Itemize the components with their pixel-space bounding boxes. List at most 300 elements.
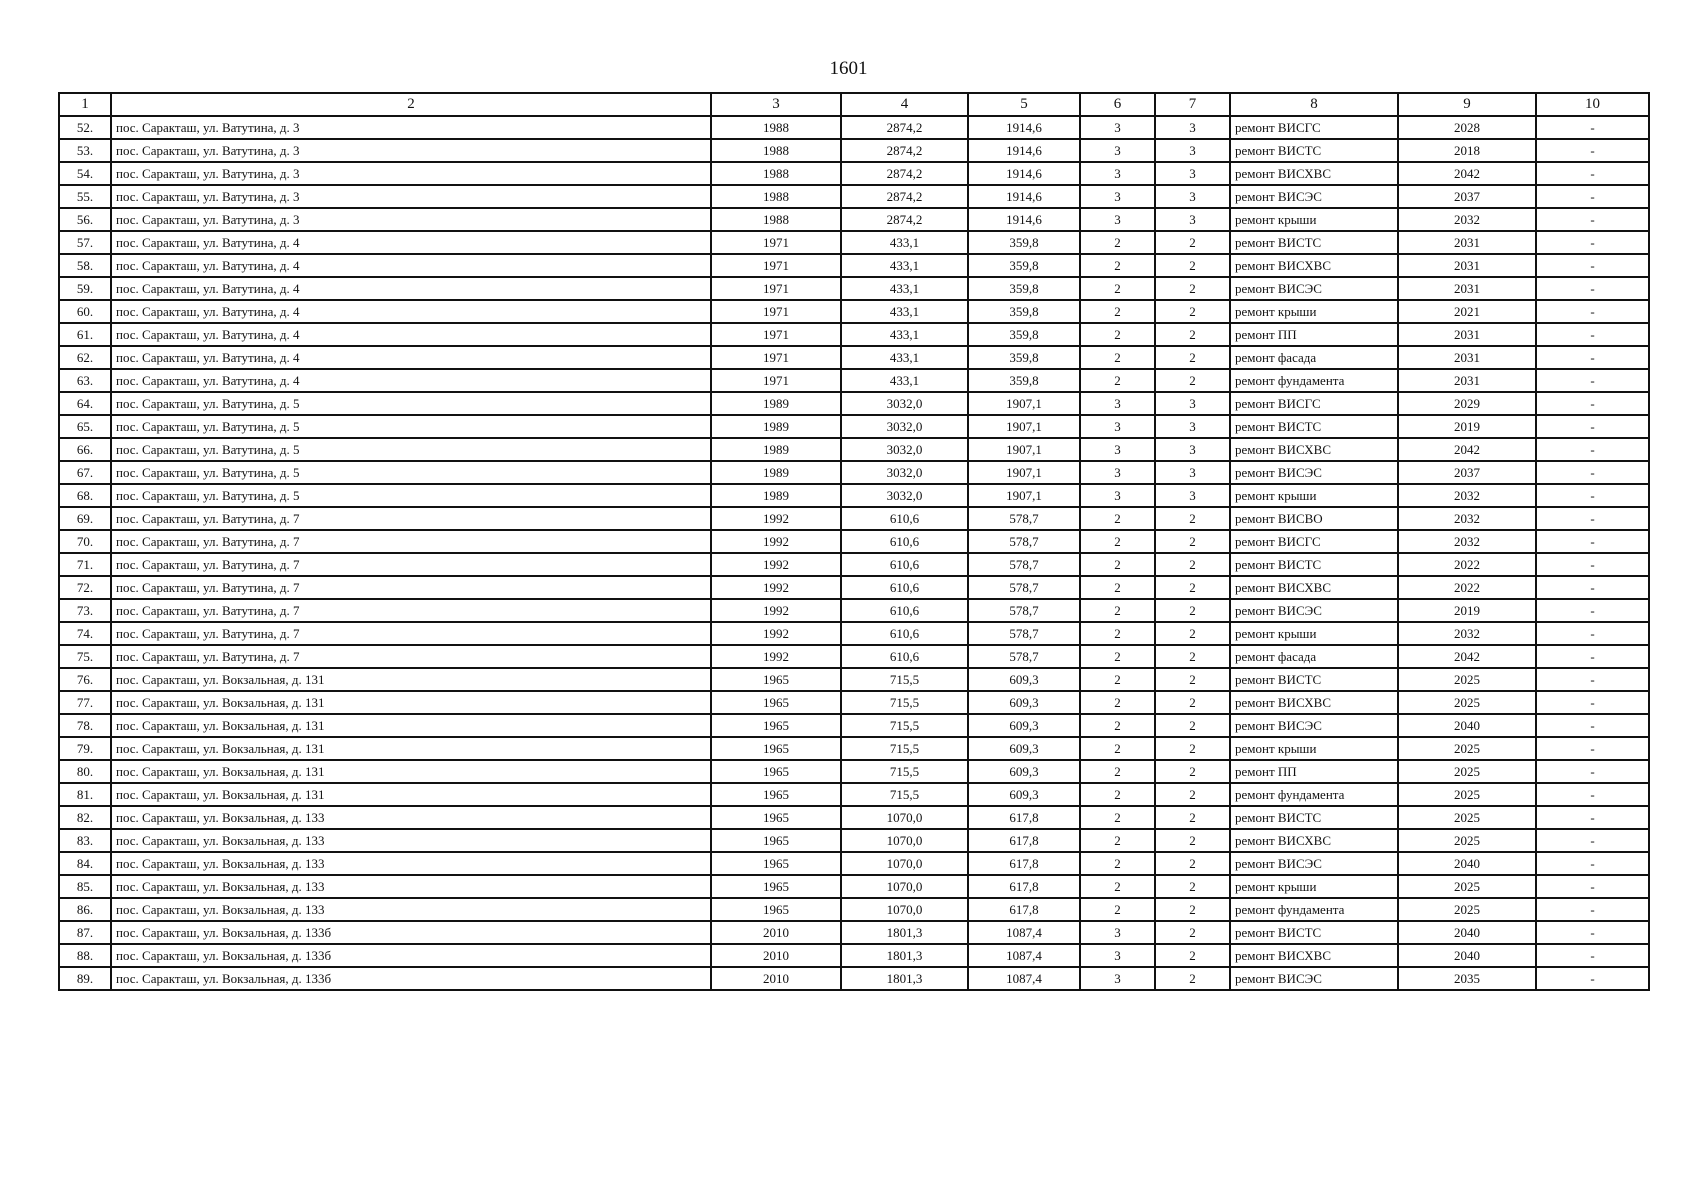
work-type-cell: ремонт ВИСХВС bbox=[1230, 576, 1398, 599]
planned-year-cell: 2031 bbox=[1398, 231, 1536, 254]
total-area-cell: 715,5 bbox=[841, 737, 968, 760]
address-cell: пос. Саракташ, ул. Вокзальная, д. 131 bbox=[111, 760, 711, 783]
entrances-cell: 2 bbox=[1155, 507, 1230, 530]
planned-year-cell: 2037 bbox=[1398, 461, 1536, 484]
work-type-cell: ремонт крыши bbox=[1230, 484, 1398, 507]
address-cell: пос. Саракташ, ул. Ватутина, д. 3 bbox=[111, 208, 711, 231]
total-area-cell: 610,6 bbox=[841, 645, 968, 668]
note-cell: - bbox=[1536, 553, 1649, 576]
living-area-cell: 1914,6 bbox=[968, 139, 1080, 162]
living-area-cell: 609,3 bbox=[968, 714, 1080, 737]
row-number-cell: 56. bbox=[59, 208, 111, 231]
floors-cell: 2 bbox=[1080, 668, 1155, 691]
note-cell: - bbox=[1536, 277, 1649, 300]
total-area-cell: 2874,2 bbox=[841, 116, 968, 139]
planned-year-cell: 2042 bbox=[1398, 162, 1536, 185]
work-type-cell: ремонт ВИСХВС bbox=[1230, 829, 1398, 852]
column-header: 4 bbox=[841, 93, 968, 116]
total-area-cell: 3032,0 bbox=[841, 461, 968, 484]
work-type-cell: ремонт фундамента bbox=[1230, 783, 1398, 806]
floors-cell: 2 bbox=[1080, 829, 1155, 852]
note-cell: - bbox=[1536, 461, 1649, 484]
table-row bbox=[59, 622, 1649, 645]
row-number-cell: 86. bbox=[59, 898, 111, 921]
total-area-cell: 433,1 bbox=[841, 254, 968, 277]
living-area-cell: 359,8 bbox=[968, 254, 1080, 277]
address-cell: пос. Саракташ, ул. Ватутина, д. 3 bbox=[111, 185, 711, 208]
planned-year-cell: 2025 bbox=[1398, 875, 1536, 898]
row-number-cell: 69. bbox=[59, 507, 111, 530]
row-number-cell: 58. bbox=[59, 254, 111, 277]
table-row bbox=[59, 553, 1649, 576]
note-cell: - bbox=[1536, 714, 1649, 737]
total-area-cell: 715,5 bbox=[841, 714, 968, 737]
living-area-cell: 609,3 bbox=[968, 668, 1080, 691]
address-cell: пос. Саракташ, ул. Ватутина, д. 5 bbox=[111, 392, 711, 415]
entrances-cell: 2 bbox=[1155, 346, 1230, 369]
work-type-cell: ремонт ВИСЭС bbox=[1230, 714, 1398, 737]
living-area-cell: 609,3 bbox=[968, 691, 1080, 714]
year-built-cell: 1965 bbox=[711, 852, 841, 875]
row-number-cell: 55. bbox=[59, 185, 111, 208]
living-area-cell: 578,7 bbox=[968, 645, 1080, 668]
total-area-cell: 433,1 bbox=[841, 277, 968, 300]
living-area-cell: 1907,1 bbox=[968, 484, 1080, 507]
table-row bbox=[59, 783, 1649, 806]
total-area-cell: 610,6 bbox=[841, 599, 968, 622]
total-area-cell: 610,6 bbox=[841, 576, 968, 599]
living-area-cell: 578,7 bbox=[968, 507, 1080, 530]
entrances-cell: 2 bbox=[1155, 852, 1230, 875]
year-built-cell: 1971 bbox=[711, 300, 841, 323]
living-area-cell: 359,8 bbox=[968, 369, 1080, 392]
row-number-cell: 62. bbox=[59, 346, 111, 369]
planned-year-cell: 2032 bbox=[1398, 208, 1536, 231]
entrances-cell: 2 bbox=[1155, 553, 1230, 576]
table-row bbox=[59, 852, 1649, 875]
row-number-cell: 67. bbox=[59, 461, 111, 484]
table-row bbox=[59, 415, 1649, 438]
planned-year-cell: 2022 bbox=[1398, 553, 1536, 576]
year-built-cell: 1989 bbox=[711, 415, 841, 438]
address-cell: пос. Саракташ, ул. Вокзальная, д. 133 bbox=[111, 829, 711, 852]
entrances-cell: 3 bbox=[1155, 185, 1230, 208]
entrances-cell: 2 bbox=[1155, 668, 1230, 691]
planned-year-cell: 2040 bbox=[1398, 921, 1536, 944]
table-row bbox=[59, 277, 1649, 300]
entrances-cell: 2 bbox=[1155, 622, 1230, 645]
address-cell: пос. Саракташ, ул. Вокзальная, д. 133б bbox=[111, 944, 711, 967]
total-area-cell: 1070,0 bbox=[841, 898, 968, 921]
row-number-cell: 71. bbox=[59, 553, 111, 576]
address-cell: пос. Саракташ, ул. Ватутина, д. 4 bbox=[111, 346, 711, 369]
living-area-cell: 578,7 bbox=[968, 576, 1080, 599]
entrances-cell: 2 bbox=[1155, 737, 1230, 760]
total-area-cell: 1801,3 bbox=[841, 944, 968, 967]
address-cell: пос. Саракташ, ул. Вокзальная, д. 133б bbox=[111, 967, 711, 990]
table-row bbox=[59, 392, 1649, 415]
table-row bbox=[59, 438, 1649, 461]
year-built-cell: 1988 bbox=[711, 208, 841, 231]
floors-cell: 2 bbox=[1080, 875, 1155, 898]
work-type-cell: ремонт ВИСГС bbox=[1230, 392, 1398, 415]
total-area-cell: 3032,0 bbox=[841, 415, 968, 438]
floors-cell: 3 bbox=[1080, 116, 1155, 139]
table-row bbox=[59, 162, 1649, 185]
floors-cell: 2 bbox=[1080, 737, 1155, 760]
floors-cell: 3 bbox=[1080, 484, 1155, 507]
entrances-cell: 2 bbox=[1155, 829, 1230, 852]
floors-cell: 3 bbox=[1080, 438, 1155, 461]
row-number-cell: 89. bbox=[59, 967, 111, 990]
table-row bbox=[59, 714, 1649, 737]
total-area-cell: 610,6 bbox=[841, 622, 968, 645]
work-type-cell: ремонт фасада bbox=[1230, 346, 1398, 369]
note-cell: - bbox=[1536, 967, 1649, 990]
planned-year-cell: 2042 bbox=[1398, 438, 1536, 461]
work-type-cell: ремонт ПП bbox=[1230, 760, 1398, 783]
living-area-cell: 609,3 bbox=[968, 760, 1080, 783]
address-cell: пос. Саракташ, ул. Вокзальная, д. 131 bbox=[111, 714, 711, 737]
column-header: 10 bbox=[1536, 93, 1649, 116]
table-row bbox=[59, 208, 1649, 231]
year-built-cell: 1971 bbox=[711, 277, 841, 300]
living-area-cell: 1087,4 bbox=[968, 921, 1080, 944]
address-cell: пос. Саракташ, ул. Ватутина, д. 7 bbox=[111, 530, 711, 553]
note-cell: - bbox=[1536, 783, 1649, 806]
entrances-cell: 2 bbox=[1155, 760, 1230, 783]
note-cell: - bbox=[1536, 346, 1649, 369]
entrances-cell: 2 bbox=[1155, 576, 1230, 599]
planned-year-cell: 2040 bbox=[1398, 714, 1536, 737]
column-header: 5 bbox=[968, 93, 1080, 116]
year-built-cell: 1971 bbox=[711, 231, 841, 254]
planned-year-cell: 2031 bbox=[1398, 323, 1536, 346]
living-area-cell: 617,8 bbox=[968, 875, 1080, 898]
note-cell: - bbox=[1536, 898, 1649, 921]
planned-year-cell: 2040 bbox=[1398, 852, 1536, 875]
table-row bbox=[59, 461, 1649, 484]
column-header: 9 bbox=[1398, 93, 1536, 116]
work-type-cell: ремонт ВИСХВС bbox=[1230, 944, 1398, 967]
living-area-cell: 578,7 bbox=[968, 599, 1080, 622]
table-row bbox=[59, 254, 1649, 277]
floors-cell: 2 bbox=[1080, 231, 1155, 254]
total-area-cell: 715,5 bbox=[841, 783, 968, 806]
page-number: 1601 bbox=[829, 58, 868, 79]
floors-cell: 2 bbox=[1080, 369, 1155, 392]
total-area-cell: 433,1 bbox=[841, 323, 968, 346]
note-cell: - bbox=[1536, 369, 1649, 392]
header-row bbox=[59, 93, 1649, 116]
year-built-cell: 1988 bbox=[711, 162, 841, 185]
entrances-cell: 3 bbox=[1155, 438, 1230, 461]
work-type-cell: ремонт крыши bbox=[1230, 300, 1398, 323]
entrances-cell: 2 bbox=[1155, 898, 1230, 921]
table-row bbox=[59, 967, 1649, 990]
table-row bbox=[59, 530, 1649, 553]
row-number-cell: 76. bbox=[59, 668, 111, 691]
work-type-cell: ремонт ВИСГС bbox=[1230, 116, 1398, 139]
table-header bbox=[59, 93, 1649, 116]
total-area-cell: 433,1 bbox=[841, 346, 968, 369]
address-cell: пос. Саракташ, ул. Вокзальная, д. 131 bbox=[111, 691, 711, 714]
floors-cell: 2 bbox=[1080, 806, 1155, 829]
entrances-cell: 2 bbox=[1155, 714, 1230, 737]
address-cell: пос. Саракташ, ул. Ватутина, д. 3 bbox=[111, 116, 711, 139]
address-cell: пос. Саракташ, ул. Ватутина, д. 5 bbox=[111, 461, 711, 484]
floors-cell: 2 bbox=[1080, 760, 1155, 783]
address-cell: пос. Саракташ, ул. Ватутина, д. 4 bbox=[111, 254, 711, 277]
address-cell: пос. Саракташ, ул. Ватутина, д. 3 bbox=[111, 162, 711, 185]
entrances-cell: 2 bbox=[1155, 921, 1230, 944]
living-area-cell: 1907,1 bbox=[968, 415, 1080, 438]
total-area-cell: 715,5 bbox=[841, 760, 968, 783]
note-cell: - bbox=[1536, 507, 1649, 530]
table-row bbox=[59, 323, 1649, 346]
year-built-cell: 1965 bbox=[711, 760, 841, 783]
floors-cell: 2 bbox=[1080, 852, 1155, 875]
address-cell: пос. Саракташ, ул. Ватутина, д. 5 bbox=[111, 438, 711, 461]
living-area-cell: 1914,6 bbox=[968, 208, 1080, 231]
planned-year-cell: 2040 bbox=[1398, 944, 1536, 967]
column-header: 2 bbox=[111, 93, 711, 116]
year-built-cell: 1988 bbox=[711, 116, 841, 139]
total-area-cell: 2874,2 bbox=[841, 208, 968, 231]
column-header: 1 bbox=[59, 93, 111, 116]
entrances-cell: 2 bbox=[1155, 691, 1230, 714]
entrances-cell: 3 bbox=[1155, 461, 1230, 484]
total-area-cell: 1070,0 bbox=[841, 852, 968, 875]
row-number-cell: 64. bbox=[59, 392, 111, 415]
total-area-cell: 1801,3 bbox=[841, 967, 968, 990]
address-cell: пос. Саракташ, ул. Ватутина, д. 3 bbox=[111, 139, 711, 162]
year-built-cell: 1965 bbox=[711, 737, 841, 760]
address-cell: пос. Саракташ, ул. Вокзальная, д. 133 bbox=[111, 806, 711, 829]
row-number-cell: 53. bbox=[59, 139, 111, 162]
row-number-cell: 73. bbox=[59, 599, 111, 622]
address-cell: пос. Саракташ, ул. Ватутина, д. 7 bbox=[111, 599, 711, 622]
table-row bbox=[59, 737, 1649, 760]
address-cell: пос. Саракташ, ул. Ватутина, д. 4 bbox=[111, 277, 711, 300]
floors-cell: 2 bbox=[1080, 645, 1155, 668]
year-built-cell: 1989 bbox=[711, 392, 841, 415]
planned-year-cell: 2031 bbox=[1398, 254, 1536, 277]
entrances-cell: 2 bbox=[1155, 967, 1230, 990]
year-built-cell: 1992 bbox=[711, 645, 841, 668]
row-number-cell: 77. bbox=[59, 691, 111, 714]
floors-cell: 3 bbox=[1080, 392, 1155, 415]
address-cell: пос. Саракташ, ул. Ватутина, д. 4 bbox=[111, 323, 711, 346]
entrances-cell: 2 bbox=[1155, 599, 1230, 622]
floors-cell: 2 bbox=[1080, 576, 1155, 599]
living-area-cell: 617,8 bbox=[968, 806, 1080, 829]
year-built-cell: 1965 bbox=[711, 668, 841, 691]
total-area-cell: 2874,2 bbox=[841, 139, 968, 162]
entrances-cell: 2 bbox=[1155, 944, 1230, 967]
living-area-cell: 1914,6 bbox=[968, 185, 1080, 208]
address-cell: пос. Саракташ, ул. Ватутина, д. 4 bbox=[111, 369, 711, 392]
year-built-cell: 1992 bbox=[711, 599, 841, 622]
planned-year-cell: 2032 bbox=[1398, 507, 1536, 530]
address-cell: пос. Саракташ, ул. Ватутина, д. 7 bbox=[111, 553, 711, 576]
row-number-cell: 54. bbox=[59, 162, 111, 185]
year-built-cell: 2010 bbox=[711, 921, 841, 944]
total-area-cell: 715,5 bbox=[841, 668, 968, 691]
living-area-cell: 1914,6 bbox=[968, 116, 1080, 139]
year-built-cell: 1965 bbox=[711, 806, 841, 829]
note-cell: - bbox=[1536, 530, 1649, 553]
living-area-cell: 1087,4 bbox=[968, 944, 1080, 967]
table-row bbox=[59, 346, 1649, 369]
row-number-cell: 78. bbox=[59, 714, 111, 737]
table-row bbox=[59, 116, 1649, 139]
entrances-cell: 2 bbox=[1155, 231, 1230, 254]
total-area-cell: 1801,3 bbox=[841, 921, 968, 944]
entrances-cell: 2 bbox=[1155, 645, 1230, 668]
row-number-cell: 82. bbox=[59, 806, 111, 829]
entrances-cell: 3 bbox=[1155, 139, 1230, 162]
entrances-cell: 2 bbox=[1155, 806, 1230, 829]
row-number-cell: 65. bbox=[59, 415, 111, 438]
year-built-cell: 1971 bbox=[711, 369, 841, 392]
work-type-cell: ремонт ВИСХВС bbox=[1230, 162, 1398, 185]
entrances-cell: 2 bbox=[1155, 254, 1230, 277]
column-header: 7 bbox=[1155, 93, 1230, 116]
note-cell: - bbox=[1536, 231, 1649, 254]
total-area-cell: 1070,0 bbox=[841, 806, 968, 829]
row-number-cell: 72. bbox=[59, 576, 111, 599]
planned-year-cell: 2025 bbox=[1398, 760, 1536, 783]
planned-year-cell: 2022 bbox=[1398, 576, 1536, 599]
floors-cell: 2 bbox=[1080, 346, 1155, 369]
planned-year-cell: 2025 bbox=[1398, 806, 1536, 829]
planned-year-cell: 2032 bbox=[1398, 622, 1536, 645]
entrances-cell: 2 bbox=[1155, 783, 1230, 806]
year-built-cell: 1989 bbox=[711, 438, 841, 461]
row-number-cell: 75. bbox=[59, 645, 111, 668]
living-area-cell: 1907,1 bbox=[968, 392, 1080, 415]
floors-cell: 2 bbox=[1080, 553, 1155, 576]
floors-cell: 2 bbox=[1080, 254, 1155, 277]
planned-year-cell: 2019 bbox=[1398, 599, 1536, 622]
work-type-cell: ремонт крыши bbox=[1230, 208, 1398, 231]
year-built-cell: 1992 bbox=[711, 576, 841, 599]
living-area-cell: 359,8 bbox=[968, 277, 1080, 300]
planned-year-cell: 2025 bbox=[1398, 691, 1536, 714]
work-type-cell: ремонт крыши bbox=[1230, 875, 1398, 898]
address-cell: пос. Саракташ, ул. Ватутина, д. 7 bbox=[111, 507, 711, 530]
table-row bbox=[59, 645, 1649, 668]
floors-cell: 2 bbox=[1080, 277, 1155, 300]
row-number-cell: 68. bbox=[59, 484, 111, 507]
year-built-cell: 1992 bbox=[711, 622, 841, 645]
note-cell: - bbox=[1536, 829, 1649, 852]
note-cell: - bbox=[1536, 208, 1649, 231]
address-cell: пос. Саракташ, ул. Вокзальная, д. 131 bbox=[111, 668, 711, 691]
total-area-cell: 610,6 bbox=[841, 530, 968, 553]
work-type-cell: ремонт ВИСТС bbox=[1230, 806, 1398, 829]
year-built-cell: 1988 bbox=[711, 185, 841, 208]
entrances-cell: 2 bbox=[1155, 300, 1230, 323]
row-number-cell: 88. bbox=[59, 944, 111, 967]
row-number-cell: 83. bbox=[59, 829, 111, 852]
year-built-cell: 1989 bbox=[711, 484, 841, 507]
address-cell: пос. Саракташ, ул. Ватутина, д. 5 bbox=[111, 415, 711, 438]
living-area-cell: 359,8 bbox=[968, 300, 1080, 323]
column-header: 6 bbox=[1080, 93, 1155, 116]
note-cell: - bbox=[1536, 599, 1649, 622]
living-area-cell: 617,8 bbox=[968, 898, 1080, 921]
table-row bbox=[59, 921, 1649, 944]
planned-year-cell: 2025 bbox=[1398, 898, 1536, 921]
planned-year-cell: 2035 bbox=[1398, 967, 1536, 990]
work-type-cell: ремонт фасада bbox=[1230, 645, 1398, 668]
row-number-cell: 61. bbox=[59, 323, 111, 346]
row-number-cell: 74. bbox=[59, 622, 111, 645]
planned-year-cell: 2025 bbox=[1398, 783, 1536, 806]
planned-year-cell: 2037 bbox=[1398, 185, 1536, 208]
total-area-cell: 433,1 bbox=[841, 369, 968, 392]
address-cell: пос. Саракташ, ул. Вокзальная, д. 131 bbox=[111, 783, 711, 806]
note-cell: - bbox=[1536, 875, 1649, 898]
table-row bbox=[59, 576, 1649, 599]
table-row bbox=[59, 484, 1649, 507]
row-number-cell: 70. bbox=[59, 530, 111, 553]
note-cell: - bbox=[1536, 576, 1649, 599]
planned-year-cell: 2025 bbox=[1398, 668, 1536, 691]
total-area-cell: 3032,0 bbox=[841, 392, 968, 415]
work-type-cell: ремонт ВИСХВС bbox=[1230, 691, 1398, 714]
planned-year-cell: 2019 bbox=[1398, 415, 1536, 438]
note-cell: - bbox=[1536, 944, 1649, 967]
total-area-cell: 3032,0 bbox=[841, 484, 968, 507]
year-built-cell: 1992 bbox=[711, 507, 841, 530]
work-type-cell: ремонт фундамента bbox=[1230, 898, 1398, 921]
floors-cell: 3 bbox=[1080, 967, 1155, 990]
work-type-cell: ремонт ВИСХВС bbox=[1230, 254, 1398, 277]
floors-cell: 2 bbox=[1080, 898, 1155, 921]
table-row bbox=[59, 829, 1649, 852]
work-type-cell: ремонт крыши bbox=[1230, 737, 1398, 760]
floors-cell: 2 bbox=[1080, 599, 1155, 622]
note-cell: - bbox=[1536, 185, 1649, 208]
floors-cell: 3 bbox=[1080, 461, 1155, 484]
floors-cell: 2 bbox=[1080, 530, 1155, 553]
year-built-cell: 1989 bbox=[711, 461, 841, 484]
note-cell: - bbox=[1536, 645, 1649, 668]
work-type-cell: ремонт ВИСЭС bbox=[1230, 967, 1398, 990]
note-cell: - bbox=[1536, 737, 1649, 760]
table-row bbox=[59, 300, 1649, 323]
living-area-cell: 359,8 bbox=[968, 346, 1080, 369]
floors-cell: 3 bbox=[1080, 415, 1155, 438]
living-area-cell: 359,8 bbox=[968, 323, 1080, 346]
planned-year-cell: 2029 bbox=[1398, 392, 1536, 415]
address-cell: пос. Саракташ, ул. Ватутина, д. 4 bbox=[111, 231, 711, 254]
work-type-cell: ремонт ВИСЭС bbox=[1230, 599, 1398, 622]
work-type-cell: ремонт ВИСЭС bbox=[1230, 277, 1398, 300]
living-area-cell: 578,7 bbox=[968, 553, 1080, 576]
row-number-cell: 87. bbox=[59, 921, 111, 944]
floors-cell: 2 bbox=[1080, 691, 1155, 714]
planned-year-cell: 2025 bbox=[1398, 829, 1536, 852]
table-row bbox=[59, 507, 1649, 530]
table-row bbox=[59, 599, 1649, 622]
planned-year-cell: 2018 bbox=[1398, 139, 1536, 162]
address-cell: пос. Саракташ, ул. Ватутина, д. 5 bbox=[111, 484, 711, 507]
address-cell: пос. Саракташ, ул. Вокзальная, д. 133 bbox=[111, 875, 711, 898]
